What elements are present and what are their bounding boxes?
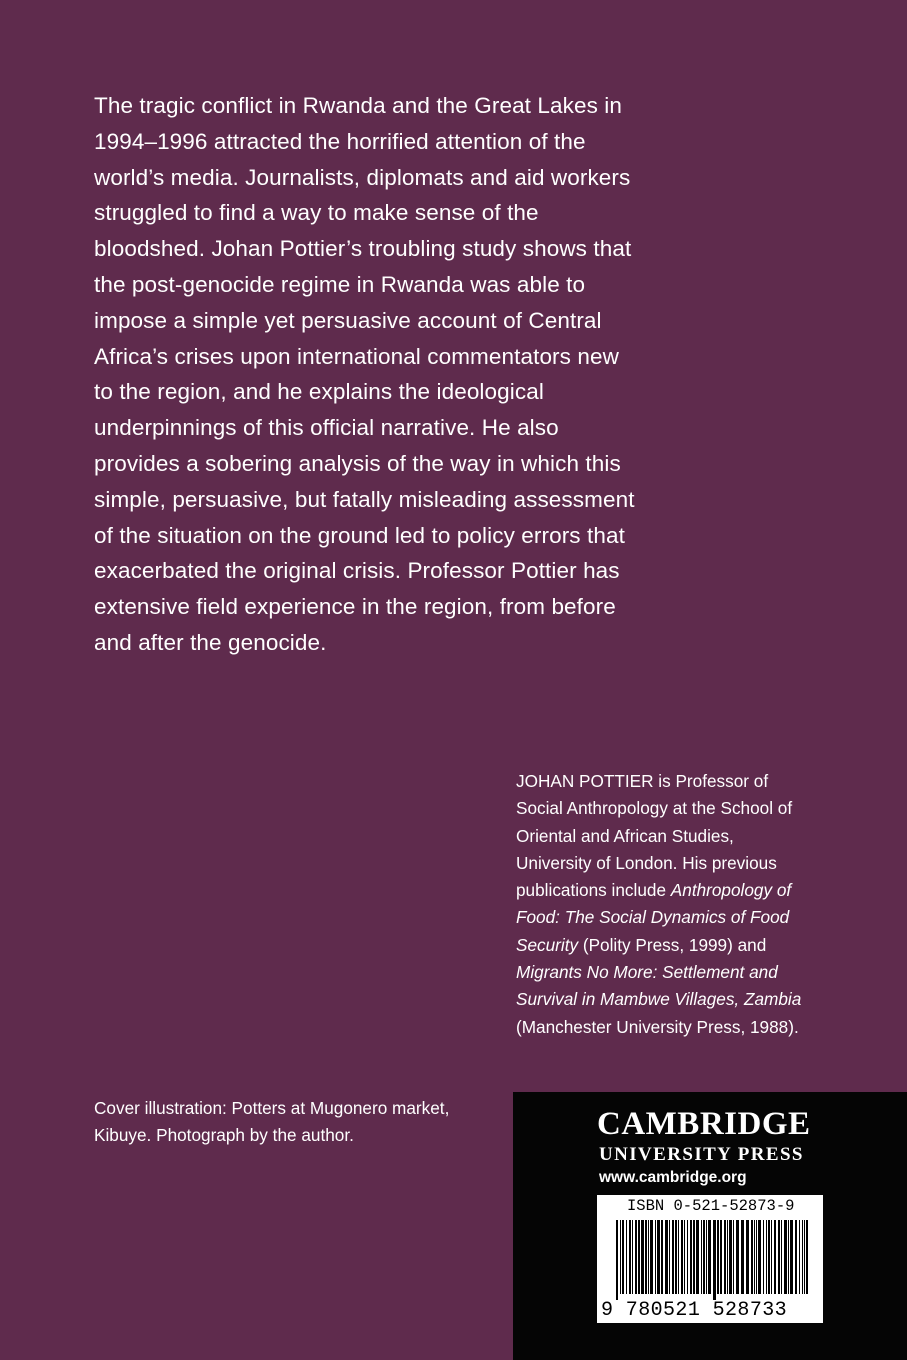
blurb-line: bloodshed. Johan Pottier’s troubling study shows that — [94, 236, 632, 262]
blurb-line: exacerbated the original crisis. Professor Pottier has — [94, 558, 620, 584]
publisher-block — [513, 1092, 907, 1360]
publisher-url[interactable]: www.cambridge.org — [599, 1169, 747, 1186]
blurb-line: impose a simple yet persuasive account of Central — [94, 307, 602, 333]
author-bio-line — [516, 932, 896, 959]
blurb-line: of the situation on the ground led to policy errors that — [94, 522, 625, 548]
author-bio-line — [516, 986, 896, 1013]
barcode-digits: 9 780521 528733 — [601, 1299, 788, 1322]
blurb-line: underpinnings of this official narrative. He also — [94, 415, 559, 441]
author-bio-line: Social Anthropology at the School of — [516, 798, 793, 819]
author-bio-line — [516, 877, 896, 904]
blurb-line: 1994–1996 attracted the horrified attention of the — [94, 128, 586, 154]
blurb-line: provides a sobering analysis of the way in which this — [94, 450, 621, 476]
back-cover-blurb — [94, 88, 654, 661]
blurb-line: extensive field experience in the region, from before — [94, 594, 616, 620]
cover-credit-line: Kibuye. Photograph by the author. — [94, 1125, 354, 1146]
isbn-label: ISBN 0-521-52873-9 — [627, 1197, 795, 1215]
author-bio-line: University of London. His previous — [516, 852, 777, 873]
blurb-line: to the region, and he explains the ideological — [94, 379, 544, 405]
barcode-icon — [614, 1220, 814, 1300]
author-bio-text: (Polity Press, 1999) and — [578, 934, 767, 955]
author-bio-line — [516, 904, 896, 931]
author-bio-line: (Manchester University Press, 1988). — [516, 1016, 799, 1037]
publisher-subtitle: UNIVERSITY PRESS — [599, 1144, 804, 1165]
author-bio-line: Oriental and African Studies, — [516, 825, 734, 846]
book-title: Anthropology of — [670, 880, 792, 901]
author-bio-line: JOHAN POTTIER is Professor of — [516, 771, 769, 791]
book-title: Food: The Social Dynamics of Food — [516, 907, 790, 928]
blurb-line: struggled to find a way to make sense of the — [94, 200, 539, 226]
isbn-barcode-panel — [597, 1195, 823, 1323]
blurb-line: and after the genocide. — [94, 629, 327, 655]
author-bio — [516, 768, 896, 1041]
publisher-name: CAMBRIDGE — [597, 1106, 811, 1142]
blurb-line: world’s media. Journalists, diplomats and aid workers — [94, 164, 631, 190]
blurb-line: The tragic conflict in Rwanda and the Great Lakes in — [94, 93, 622, 118]
cover-credit-line: Cover illustration: Potters at Mugonero market, — [94, 1098, 450, 1118]
blurb-line: simple, persuasive, but fatally misleading assessment — [94, 486, 635, 512]
blurb-line: Africa’s crises upon international commentators new — [94, 343, 619, 369]
blurb-line: the post-genocide regime in Rwanda was able to — [94, 271, 586, 297]
book-title: Security — [516, 934, 579, 955]
book-title: Migrants No More: Settlement and — [516, 962, 778, 983]
cover-illustration-credit — [94, 1095, 494, 1150]
author-bio-line — [516, 959, 896, 986]
author-bio-text: publications include — [516, 880, 671, 901]
book-title: Survival in Mambwe Villages, Zambia — [516, 989, 802, 1010]
